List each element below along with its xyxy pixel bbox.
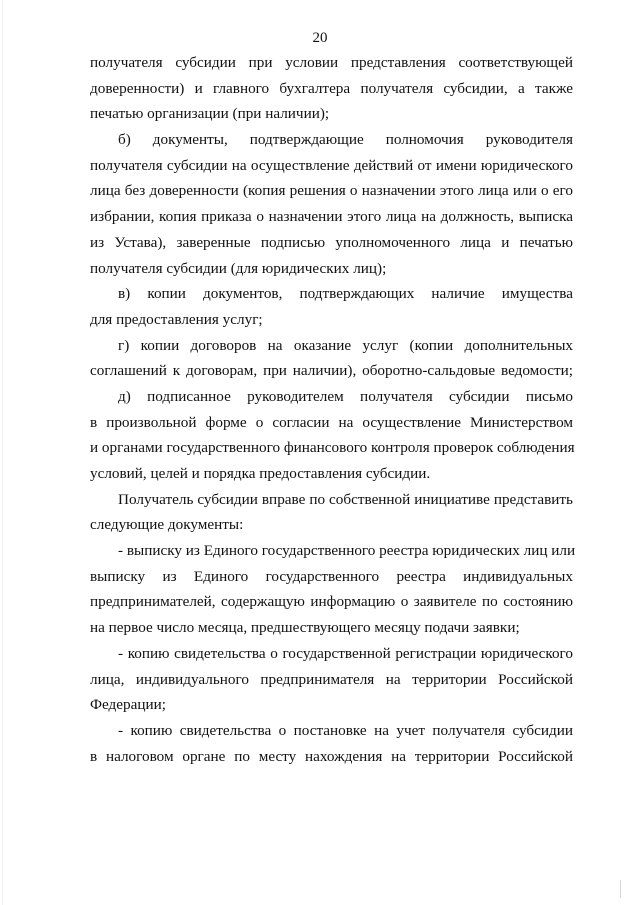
text-line: лица, индивидуального предпринимателя на территории Российской <box>90 670 573 688</box>
text-line: условий, целей и порядка предоставления субсидии. <box>90 465 431 482</box>
text-line: получателя субсидии при условии представления соответствующей <box>90 54 573 71</box>
text-line: - копию свидетельства о постановке на учет получателя субсидии <box>118 721 573 739</box>
text-line: в) копии документов, подтверждающих наличие имущества <box>118 285 573 303</box>
scan-edge-mark <box>620 880 621 898</box>
text-line: избрании, копия приказа о назначении этого лица на должность, выписка <box>90 208 573 226</box>
page-number: 20 <box>312 30 328 46</box>
text-line: в произвольной форме о согласии на осуществление Министерством <box>90 413 573 431</box>
text-line: лица без доверенности (копия решения о назначении этого лица или о его <box>90 182 573 200</box>
text-line: получателя субсидии на осуществление действий от имени юридического <box>90 156 573 174</box>
text-line: доверенности) и главного бухгалтера получателя субсидии, а также <box>90 79 573 97</box>
text-line: из Устава), заверенные подписью уполномоченного лица и печатью <box>90 233 573 251</box>
text-line: и органами государственного финансового контроля проверок соблюдения <box>90 439 575 457</box>
scan-edge-mark <box>2 0 3 905</box>
text-line: выписку из Единого государственного реестра индивидуальных <box>90 567 573 585</box>
text-line: следующие документы: <box>90 516 244 534</box>
text-line: печатью организации (при наличии); <box>90 105 330 123</box>
text-line: для предоставления услуг; <box>90 310 263 328</box>
text-line: Федерации; <box>90 696 166 714</box>
text-line: - копию свидетельства о государственной регистрации юридического <box>118 644 573 662</box>
text-line: на первое число месяца, предшествующего месяцу подачи заявки; <box>90 619 520 637</box>
text-line: д) подписанное руководителем получателя субсидии письмо <box>118 387 573 405</box>
text-line: получателя субсидии (для юридических лиц); <box>90 259 387 277</box>
document-body <box>90 50 576 769</box>
text-line: б) документы, подтверждающие полномочия руководителя <box>118 131 573 149</box>
text-line: г) копии договоров на оказание услуг (копии дополнительных <box>118 336 573 354</box>
text-line: Получатель субсидии вправе по собственной инициативе представить <box>118 490 573 508</box>
text-line: соглашений к договорам, при наличии), оборотно-сальдовые ведомости; <box>90 362 573 380</box>
text-line: в налоговом органе по месту нахождения на территории Российской <box>90 747 573 765</box>
text-line: - выписку из Единого государственного реестра юридических лиц или <box>118 542 576 560</box>
text-line: предпринимателей, содержащую информацию о заявителе по состоянию <box>90 593 573 611</box>
